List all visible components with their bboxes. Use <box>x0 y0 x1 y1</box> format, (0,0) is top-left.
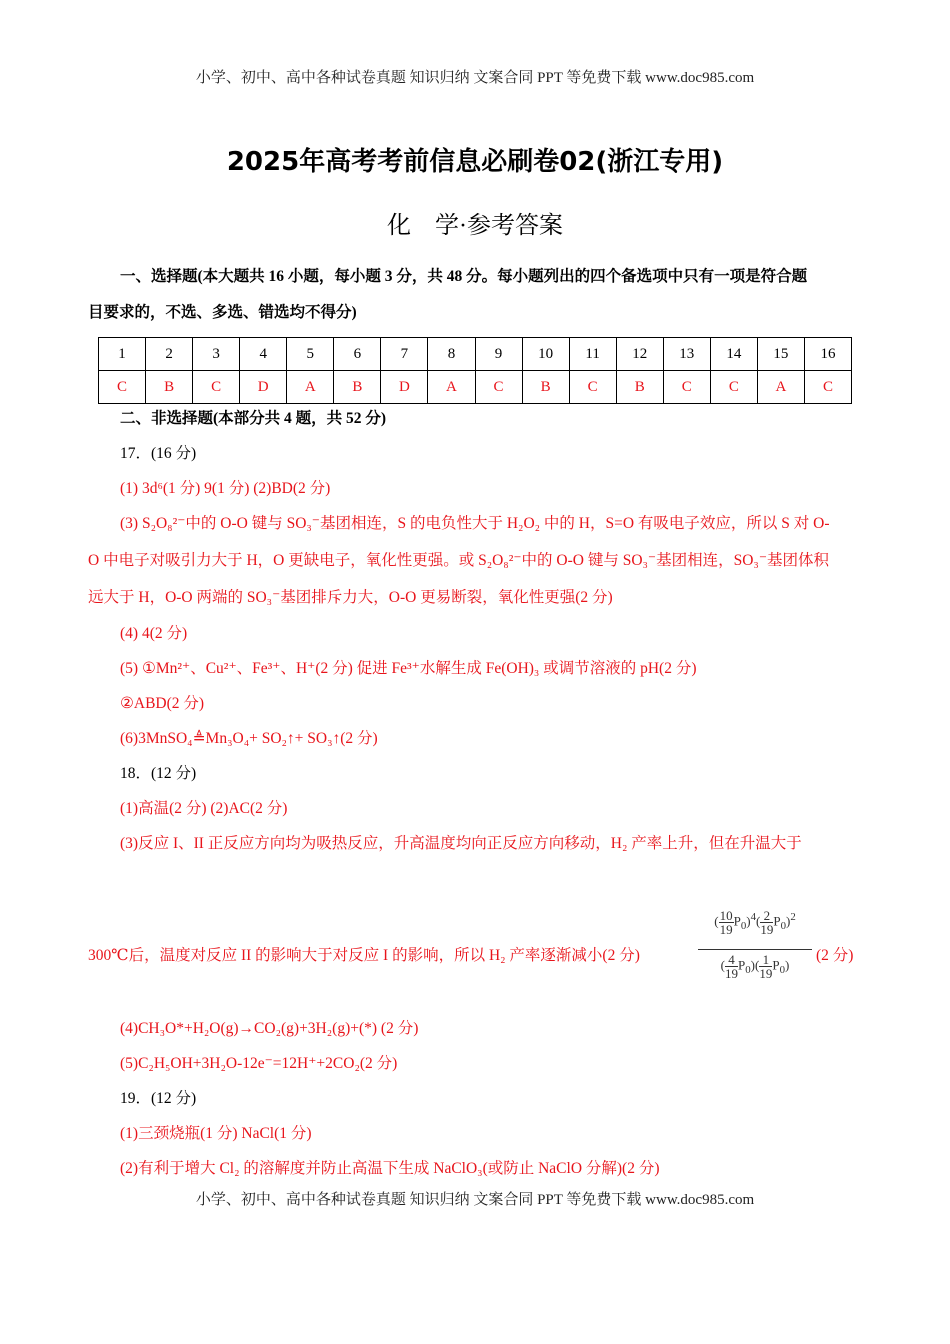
answer-cell: B <box>522 371 569 404</box>
answer-cell: A <box>287 371 334 404</box>
document-subtitle: 化 学·参考答案 <box>387 213 563 239</box>
fraction-bar <box>698 949 812 950</box>
q17-answer-3-end: 远大于 H，O-O 两端的 SO₃⁻基团排斥力大，O-O 更易断裂，氧化性更强(2 分) <box>88 589 613 606</box>
section1-instructions: 一、选择题(本大题共 16 小题，每小题 3 分，共 48 分。每小题列出的四个备选项中只有一项是符合题 <box>120 268 808 285</box>
section2-heading: 二、非选择题(本部分共 4 题，共 52 分) <box>120 410 387 427</box>
document-title: 2025年高考考前信息必刷卷02(浙江专用) <box>226 147 724 177</box>
q17-answer-3-cont: O 中电子对吸引力大于 H，O 更缺电子，氧化性更强。或 S₂O₈²⁻中的 O-O 键与 SO₃⁻基团相连，SO₃⁻基团体积 <box>88 552 830 569</box>
q17-heading: 17．(16 分) <box>120 445 197 462</box>
section1-instructions-cont: 目要求的，不选、多选、错选均不得分) <box>88 304 357 321</box>
question-number-cell: 12 <box>616 338 663 371</box>
question-number-cell: 3 <box>193 338 240 371</box>
answer-cell: C <box>475 371 522 404</box>
answer-cell: C <box>710 371 757 404</box>
answer-cell: C <box>99 371 146 404</box>
page-footer: 小学、初中、高中各种试卷真题 知识归纳 文案合同 PPT 等免费下载 www.doc985.com <box>195 1192 755 1208</box>
q17-answer-4: (4) 4(2 分) <box>120 625 188 642</box>
answer-cell: B <box>334 371 381 404</box>
answer-cell: B <box>616 371 663 404</box>
answer-cell: B <box>146 371 193 404</box>
question-number-cell: 14 <box>710 338 757 371</box>
q19-answer-2: (2)有利于增大 Cl₂ 的溶解度并防止高温下生成 NaClO₃(或防止 NaClO 分解)(2 分) <box>120 1160 660 1177</box>
answer-cell: C <box>663 371 710 404</box>
q17-answer-5-1: (5) ①Mn²⁺、Cu²⁺、Fe³⁺、H⁺(2 分) 促进 Fe³⁺水解生成 Fe(OH)₃ 或调节溶液的 pH(2 分) <box>120 660 697 677</box>
question-number-cell: 9 <box>475 338 522 371</box>
answer-cell: D <box>381 371 428 404</box>
answer-table <box>98 337 852 404</box>
answer-cell: C <box>569 371 616 404</box>
question-number-cell: 6 <box>334 338 381 371</box>
question-number-cell: 16 <box>804 338 851 371</box>
answer-row <box>99 371 852 404</box>
answer-cell: A <box>428 371 475 404</box>
page-header: 小学、初中、高中各种试卷真题 知识归纳 文案合同 PPT 等免费下载 www.doc985.com <box>195 70 755 86</box>
equilibrium-constant-formula: ( $\frac{10}{19}$ $P_0)^4$( $\frac{2}{19}$ $P_0)^2$ ( $\frac{4}{19}$ $P_0$)( $\frac{1}{19}$ $P_0$) <box>696 905 814 990</box>
question-number-cell: 11 <box>569 338 616 371</box>
formula-score: (2 分) <box>816 947 854 964</box>
question-number-cell: 5 <box>287 338 334 371</box>
q17-answer-3: (3) S₂O₈²⁻中的 O-O 键与 SO₃⁻基团相连，S 的电负性大于 H₂O₂ 中的 H，S=O 有吸电子效应，所以 S 对 O- <box>120 515 830 532</box>
q18-heading: 18．(12 分) <box>120 765 197 782</box>
question-number-cell: 2 <box>146 338 193 371</box>
q18-answer-3-cont: 300℃后，温度对反应 II 的影响大于对反应 I 的影响，所以 H₂ 产率逐渐减小(2 分) <box>88 947 640 964</box>
q18-answer-1-2: (1)高温(2 分) (2)AC(2 分) <box>120 800 288 817</box>
q19-heading: 19．(12 分) <box>120 1090 197 1107</box>
answer-cell: D <box>240 371 287 404</box>
q18-answer-4: (4)CH₃O*+H₂O(g)→CO₂(g)+3H₂(g)+(*) (2 分) <box>120 1020 419 1037</box>
question-number-cell: 10 <box>522 338 569 371</box>
question-number-row <box>99 338 852 371</box>
question-number-cell: 4 <box>240 338 287 371</box>
q17-answer-1-2: (1) 3d⁶(1 分) 9(1 分) (2)BD(2 分) <box>120 480 331 497</box>
q18-answer-5: (5)C₂H₅OH+3H₂O-12e⁻=12H⁺+2CO₂(2 分) <box>120 1055 398 1072</box>
question-number-cell: 15 <box>757 338 804 371</box>
question-number-cell: 13 <box>663 338 710 371</box>
question-number-cell: 7 <box>381 338 428 371</box>
answer-cell: A <box>757 371 804 404</box>
answer-cell: C <box>193 371 240 404</box>
q19-answer-1: (1)三颈烧瓶(1 分) NaCl(1 分) <box>120 1125 312 1142</box>
question-number-cell: 1 <box>99 338 146 371</box>
question-number-cell: 8 <box>428 338 475 371</box>
q17-answer-5-2: ②ABD(2 分) <box>120 695 205 712</box>
q18-answer-3: (3)反应 I、II 正反应方向均为吸热反应，升高温度均向正反应方向移动，H₂ 产率上升，但在升温大于 <box>120 835 802 852</box>
answer-cell: C <box>804 371 851 404</box>
q17-answer-6: (6)3MnSO₄≜Mn₃O₄+ SO₂↑+ SO₃↑(2 分) <box>120 730 378 747</box>
